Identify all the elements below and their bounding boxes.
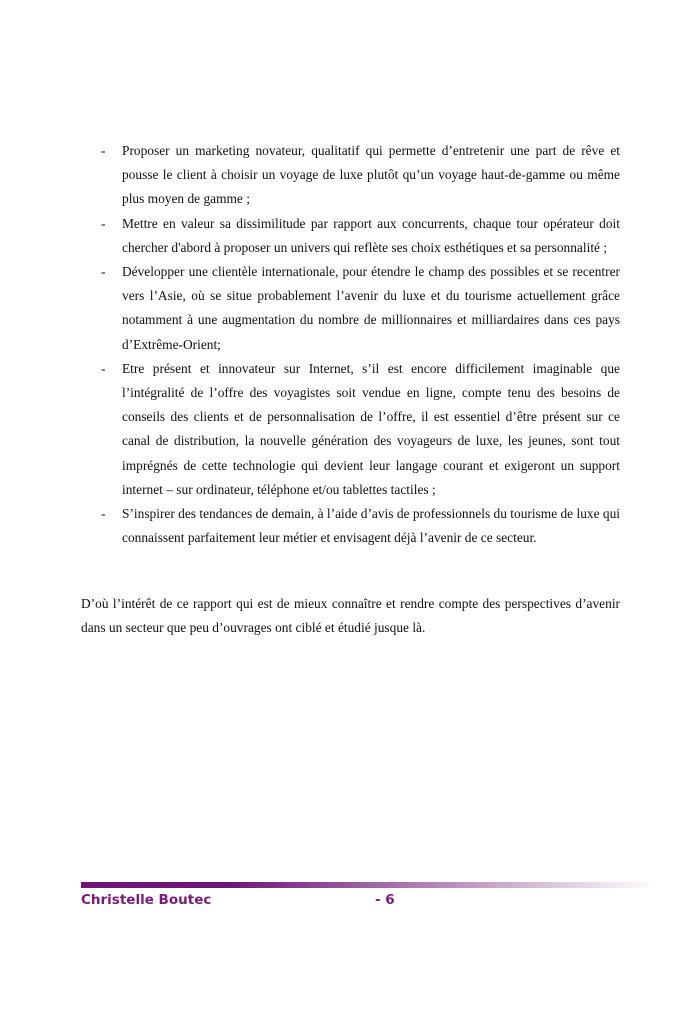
bullet-text: Mettre en valeur sa dissimilitude par rapport aux concurrents, chaque tour opérateur doit chercher d'abord à proposer un univers qui reflète ses choix esthétiques et sa personnalité ; [122, 215, 620, 255]
bullet-item [81, 139, 620, 212]
bullet-item [81, 260, 620, 357]
bullet-marker: - [101, 143, 106, 158]
conclusion-paragraph: D’où l’intérêt de ce rapport qui est de mieux connaître et rendre compte des perspectives d’avenir dans un secteur que peu d’ouvrages ont ciblé et étudié jusque là. [81, 596, 620, 636]
bullet-marker: - [101, 215, 106, 231]
bullet-list [81, 139, 620, 550]
bullet-marker: - [101, 506, 106, 522]
page-number: - 6 [375, 892, 395, 908]
bullet-text: Etre présent et innovateur sur Internet, s’il est encore difficilement imaginable que l’intégralité de l’offre des voyagistes soit vendue en ligne, compte tenu des besoins de conseils des clients et de personnalisation de l’offre, il est essentiel d’être présent sur ce canal de distribution, la nouvelle génération des voyageurs de luxe, les jeunes, sont tout imprégnés de cette technologie qui devient leur langage courant et exigeront un support internet – sur ordinateur, téléphone et/ou tablettes tactiles ; [122, 360, 620, 497]
bullet-text: S’inspirer des tendances de demain, à l’aide d’avis de professionnels du tourisme de luxe qui connaissent parfaitement leur métier et envisagent déjà l’avenir de ce secteur. [122, 506, 620, 546]
bullet-text: Proposer un marketing novateur, qualitatif qui permette d’entretenir une part de rêve et pousse le client à choisir un voyage de luxe plutôt qu’un voyage haut-de-gamme ou même plus moyen de gamme ; [122, 143, 620, 207]
footer-gradient-bar [81, 882, 659, 888]
bullet-marker: - [101, 264, 106, 280]
bullet-item [81, 357, 620, 502]
bullet-marker: - [101, 360, 106, 376]
bullet-item [81, 212, 620, 260]
bullet-item [81, 502, 620, 550]
footer-author: Christelle Boutec [81, 892, 212, 908]
bullet-text: Développer une clientèle internationale, pour étendre le champ des possibles et se recentrer vers l’Asie, où se situe probablement l’avenir du luxe et du tourisme actuellement grâce notamment à une augmentation du nombre de millionnaires et milliardaires dans ces pays d’Extrême-Orient; [122, 264, 620, 352]
